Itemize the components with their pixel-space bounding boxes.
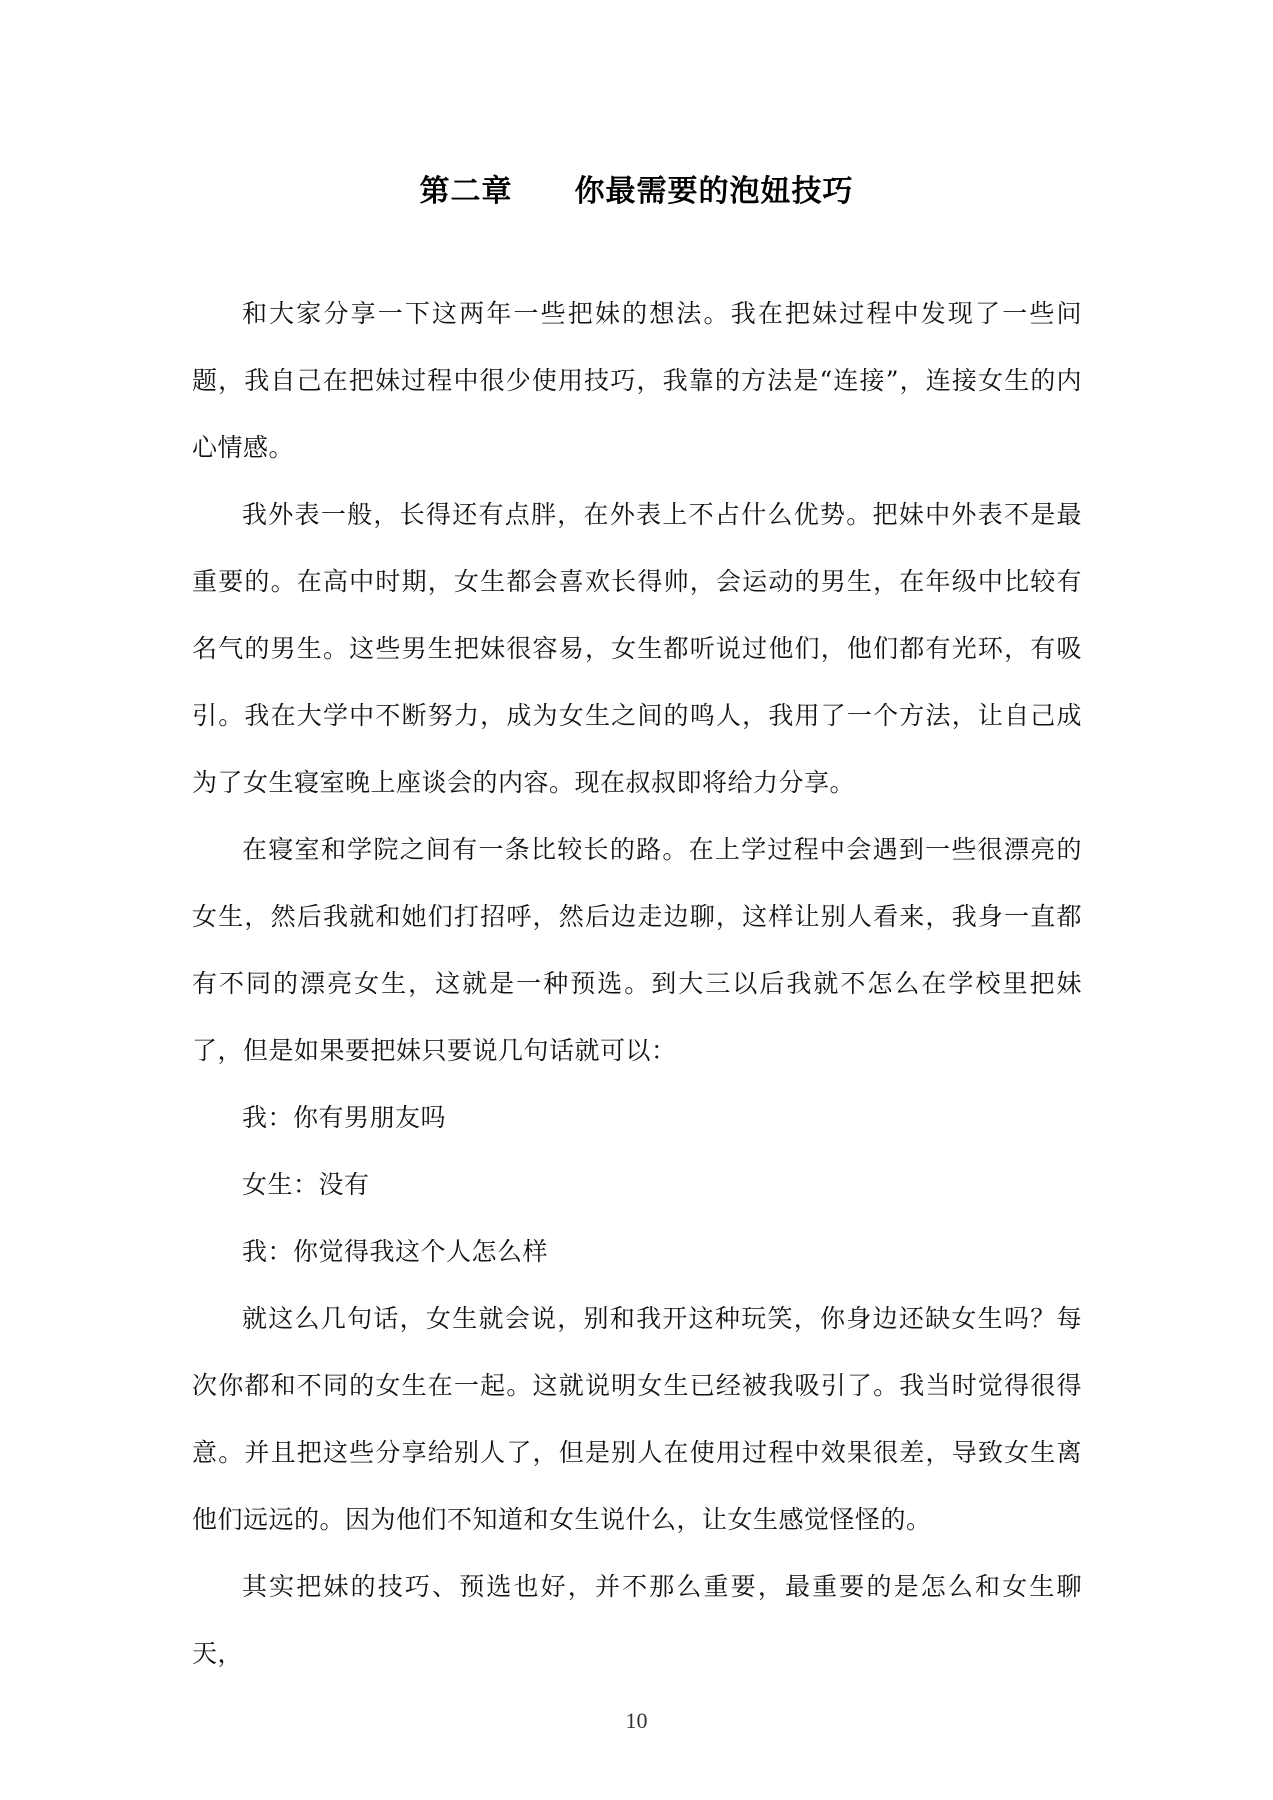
dialogue-line: 女生：没有 [242,1170,370,1199]
dialogue-line: 我：你觉得我这个人怎么样 [242,1237,549,1266]
paragraph: 和大家分享一下这两年一些把妹的想法。我在把妹过程中发现了一些问题，我自己在把妹过程中很少使用技巧，我靠的方法是“连接”，连接女生的内心情感。 [192,299,1082,462]
paragraph: 我外表一般，长得还有点胖，在外表上不占什么优势。把妹中外表不是最重要的。在高中时期，女生都会喜欢长得帅，会运动的男生，在年级中比较有名气的男生。这些男生把妹很容易，女生都听说过他们，他们都有光环，有吸引。我在大学中不断努力，成为女生之间的鸣人，我用了一个方法，让自己成为了女生寝室晚上座谈会的内容。现在叔叔即将给力分享。 [192,500,1082,797]
dialogue-line: 我：你有男朋友吗 [242,1103,447,1132]
page-number: 10 [625,1708,648,1733]
paragraph: 在寝室和学院之间有一条比较长的路。在上学过程中会遇到一些很漂亮的女生，然后我就和她们打招呼，然后边走边聊，这样让别人看来，我身一直都有不同的漂亮女生，这就是一种预选。到大三以后我就不怎么在学校里把妹了，但是如果要把妹只要说几句话就可以： [192,835,1082,1065]
paragraph: 就这么几句话，女生就会说，别和我开这种玩笑，你身边还缺女生吗？每次你都和不同的女生在一起。这就说明女生已经被我吸引了。我当时觉得很得意。并且把这些分享给别人了，但是别人在使用过程中效果很差，导致女生离他们远远的。因为他们不知道和女生说什么，让女生感觉怪怪的。 [192,1304,1082,1534]
paragraph: 其实把妹的技巧、预选也好，并不那么重要，最重要的是怎么和女生聊天， [192,1572,1082,1668]
chapter-title: 第二章 你最需要的泡妞技巧 [419,174,854,209]
body-text [192,280,1082,1687]
